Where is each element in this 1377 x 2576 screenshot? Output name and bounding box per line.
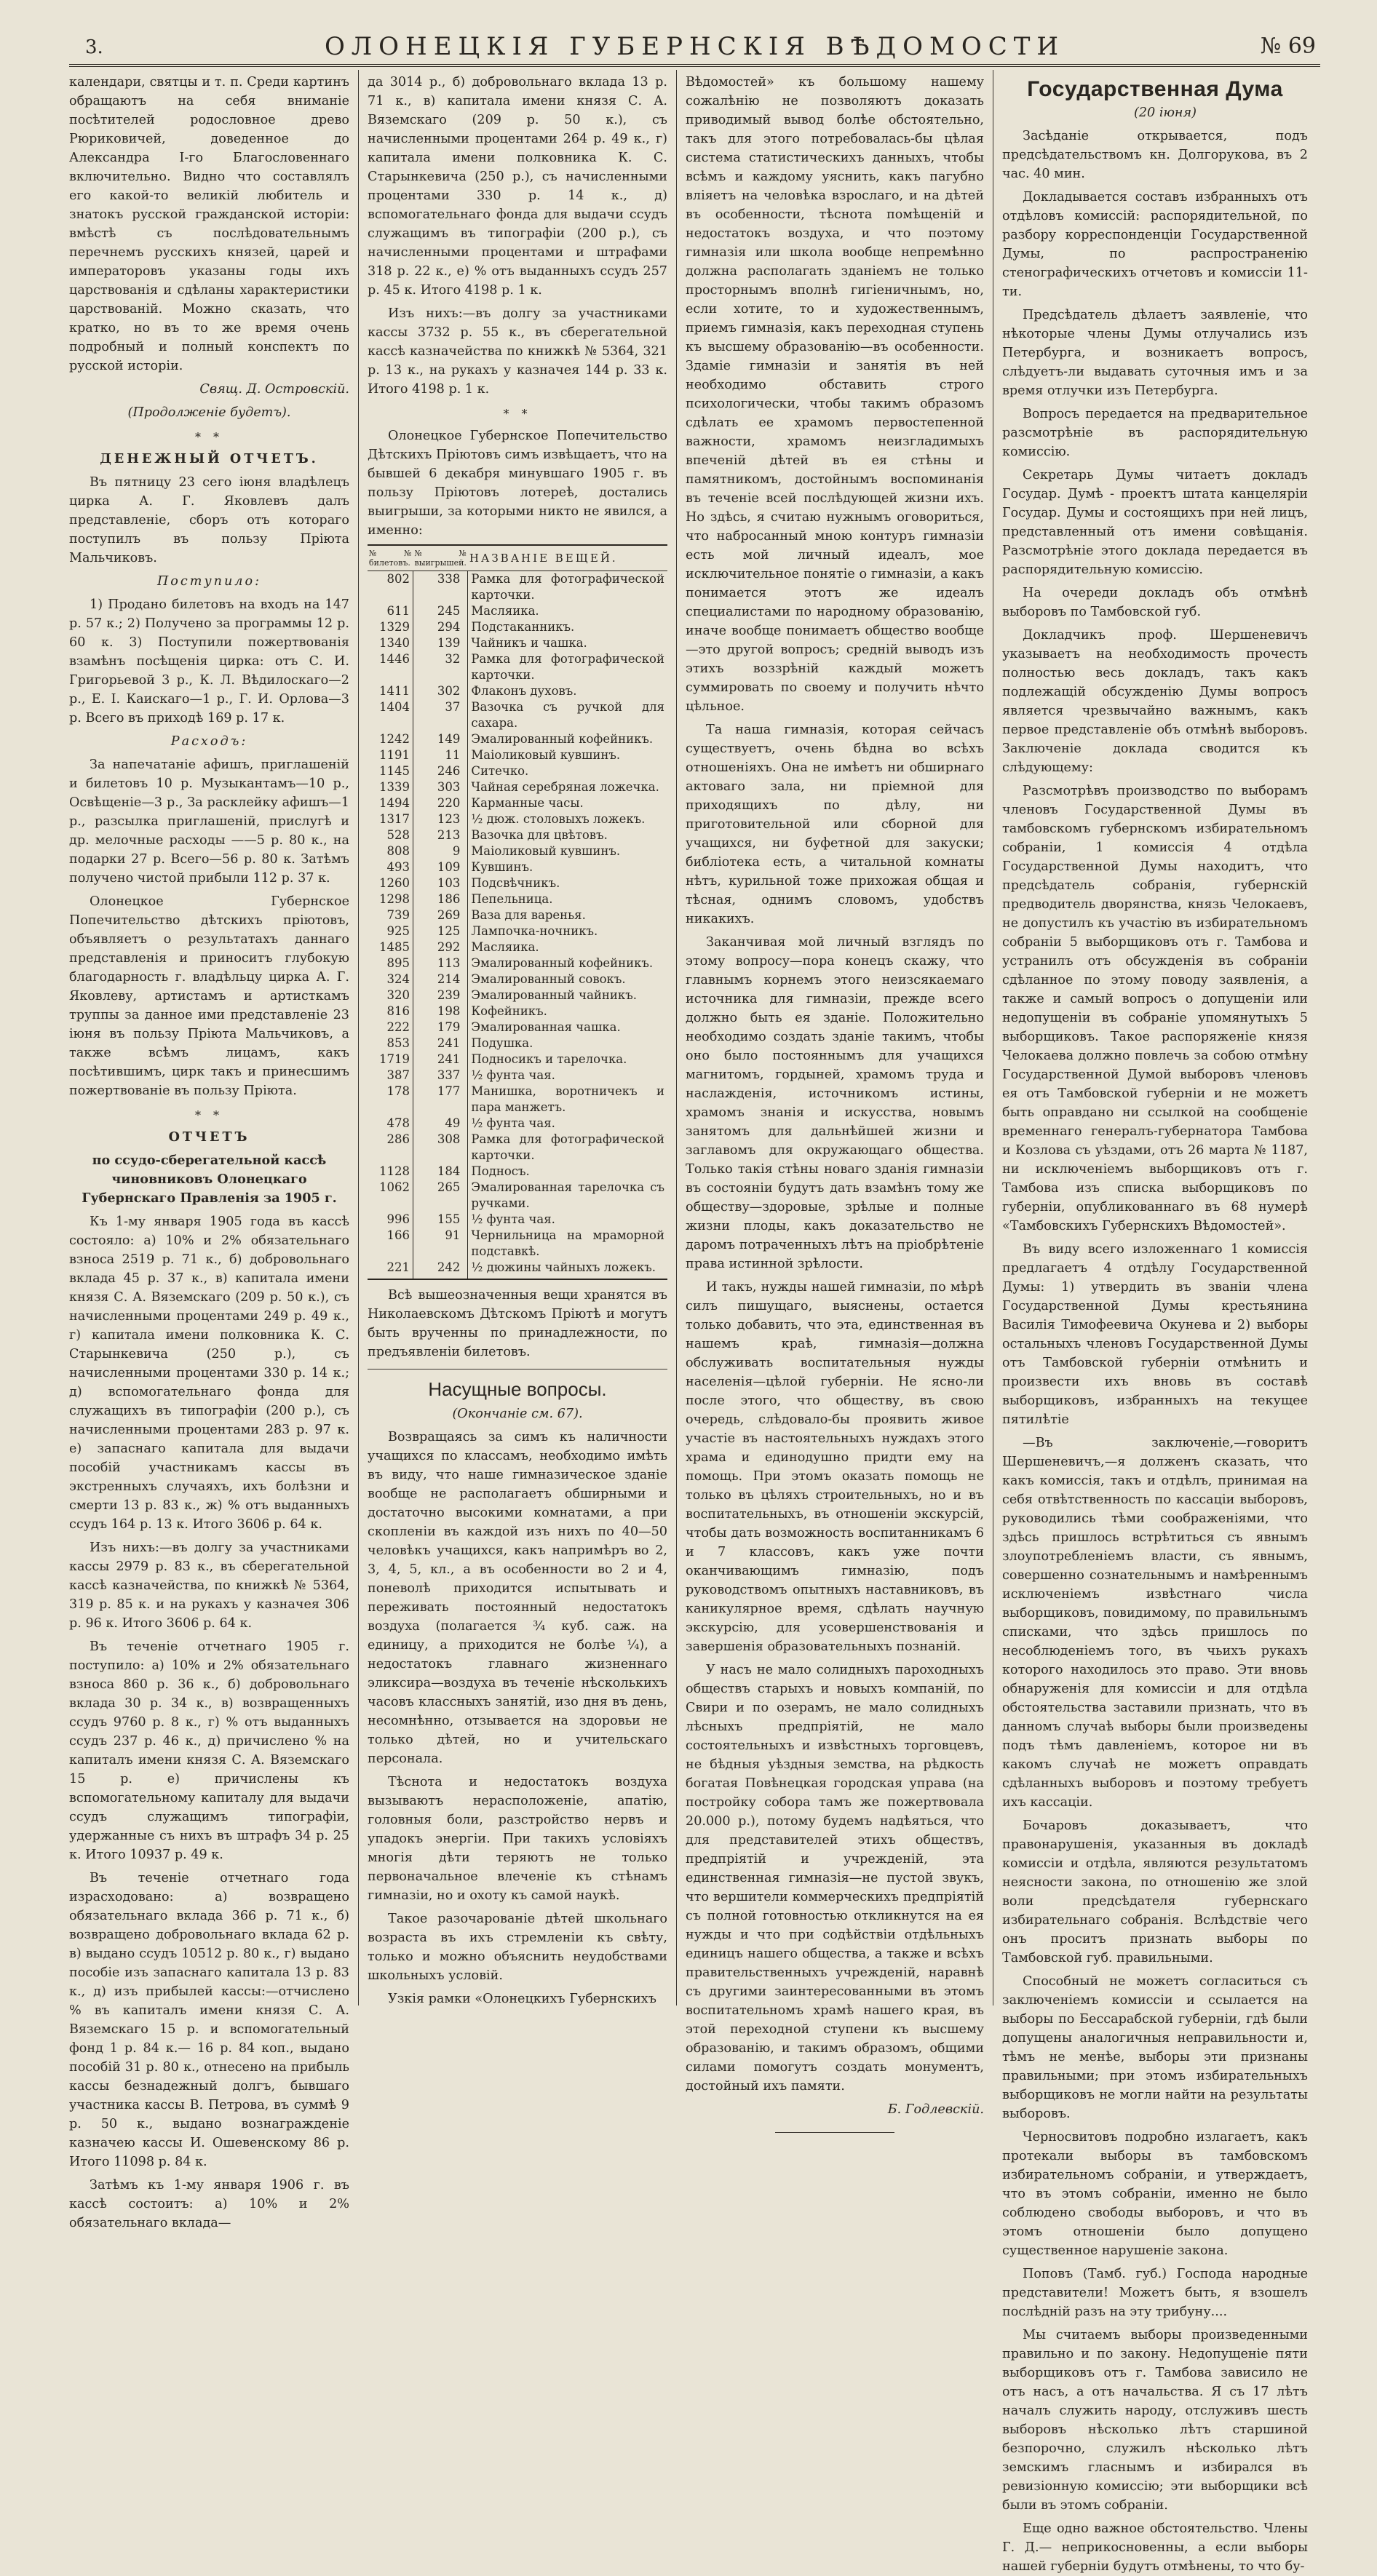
- prize-number: 177: [413, 1084, 468, 1116]
- body-paragraph: Въ пятницу 23 сего іюня владѣлецъ цирка А. Г. Яковлевъ далъ представленіе, сборъ отъ котораго поступилъ въ пользу Пріюта Мальчиковъ.: [69, 475, 349, 565]
- table-row: [368, 1212, 667, 1228]
- prize-number: 338: [413, 571, 468, 604]
- item-name: Масляика.: [471, 940, 539, 954]
- prize-number: 308: [413, 1132, 468, 1164]
- subheading-income: Поступило:: [156, 574, 262, 589]
- item-name: Кофейникъ.: [471, 1004, 547, 1018]
- body-paragraph: Изъ нихъ:—въ долгу за участниками кассы 2979 р. 83 к., въ сберегательной кассѣ казначейства, по книжкѣ № 5364, 319 р. 85 к. и на рукахъ у казначея 306 р. 96 к. Итого 3606 р. 64 к.: [69, 1541, 349, 1631]
- prize-number: 139: [413, 635, 468, 651]
- table-row: [368, 779, 667, 795]
- table-row: [368, 1019, 667, 1035]
- body-paragraph: календари, святцы и т. п. Среди картинъ обращаютъ на себя вниманіе посѣтителей родословное древо Рюриковичей, доведенное до Александра I-го Благословеннаго включительно. Видно что составлялъ его какой-то великій любитель и знатокъ русской гражданской исторіи: вмѣстѣ съ послѣдовательнымъ перечнемъ русскихъ князей, царей и императоровъ указаны годы ихъ царствованія и сдѣланы характеристики царствованій. Можно сказать, что кратко, но въ то же время очень подробный и полный конспектъ по русской исторіи.: [69, 75, 349, 373]
- prize-number: 337: [413, 1068, 468, 1084]
- table-row: [368, 1260, 667, 1279]
- prize-number: 103: [413, 875, 468, 891]
- column-1: [69, 73, 349, 2230]
- item-name: Эмалированный чайникъ.: [471, 988, 637, 1002]
- body-paragraph: Затѣмъ къ 1-му января 1906 г. въ кассѣ состоитъ: а) 10% и 2% обязательнаго вклада—: [69, 2178, 349, 2230]
- table-row: [368, 635, 667, 651]
- prize-number: 294: [413, 619, 468, 635]
- ticket-number: 1446: [368, 651, 413, 683]
- prize-number: 149: [413, 731, 468, 747]
- body-paragraph: Бочаровъ доказываетъ, что правонарушенія, указанныя въ докладѣ комиссіи и отдѣла, являются результатомъ неясности закона, по отношенію же злой воли предсѣдателя губернскаго избирательнаго собранія. Вслѣдствіе чего онъ проситъ признать выборы по Тамбовской губ. правильными.: [1002, 1818, 1308, 1965]
- prize-number: 186: [413, 891, 468, 907]
- table-row: [368, 875, 667, 891]
- ticket-number: 1242: [368, 731, 413, 747]
- ticket-number: 1145: [368, 763, 413, 779]
- body-paragraph: Еще одно важное обстоятельство. Члены Г. Д.— неприкосновенны, а если выборы нашей губерніи будутъ отмѣнены, то что бу-: [1002, 2521, 1308, 2574]
- body-paragraph: Мы считаемъ выборы произведенными правильно и по закону. Недопущеніе пяти выборщиковъ отъ г. Тамбова зависило не отъ насъ, а отъ начальства. Я съ 17 лѣтъ началъ служить народу, отслуживъ шесть выборовъ нѣсколько лѣтъ старшиной безпорочно, служилъ нѣсколько лѣтъ земскимъ гласнымъ и избирался въ ревизіонную комиссію; эти выборщики всѣ были въ этомъ собраніи.: [1002, 2328, 1308, 2513]
- ticket-number: 996: [368, 1212, 413, 1228]
- ticket-number: 1191: [368, 747, 413, 763]
- body-paragraph: Способный не можетъ согласиться съ заключеніемъ комиссіи и ссылается на выборы по Бессарабской губерніи, гдѣ были допущены аналогичныя неправильности и, тѣмъ не менѣе, выборы эти признаны правильными; при этомъ избирательныхъ выборщиковъ не могли найти на результаты выборовъ.: [1002, 1974, 1308, 2121]
- table-row: [368, 843, 667, 859]
- subheading-expense: Расходъ:: [170, 734, 248, 749]
- table-row: [368, 987, 667, 1003]
- prize-number: 239: [413, 987, 468, 1003]
- body-paragraph: И такъ, нужды нашей гимназіи, по мѣрѣ силъ пишущаго, выяснены, остается только добавить, что эта, единственная въ нашемъ краѣ, гимназія—должна обслуживать воспитательныя нужды населенія—цѣлой губерніи. Не ясно-ли после этого, что обществу, въ свою очередь, слѣдовало-бы проявить живое участіе въ настоятельныхъ нуждахъ этого храма и единодушно придти ему на помощь. При этомъ оказать помощь не только въ цѣляхъ строительныхъ, но и въ воспитательныхъ, въ отношеніи экскурсій, чтобы дать возможность воспитанникамъ 6 и 7 классовъ, какъ уже почти оканчивающимъ гимназію, подъ руководствомъ опытныхъ наставниковъ, въ каникулярное время, сдѣлать научную экскурсію, для усовершенствованія и завершенія образовательныхъ познаній.: [686, 1280, 984, 1654]
- article-note: (Окончаніе см. 67).: [452, 1407, 583, 1421]
- table-row: [368, 651, 667, 683]
- ticket-number: 528: [368, 827, 413, 843]
- column-2: [368, 73, 667, 2005]
- ticket-number: 1404: [368, 699, 413, 731]
- body-paragraph: За напечатаніе афишъ, приглашеній и билетовъ 10 р. Музыкантамъ—10 р., Освѣщеніе—3 р., За расклейку афишъ—1 р., разсылка приглашеній, прислугѣ и др. мелочные расходы ——5 р. 80 к., на подарки 27 р. Всего—56 р. 80 к. Затѣмъ получено чистой прибыли 112 р. 37 к.: [69, 758, 349, 886]
- ticket-number: 1719: [368, 1052, 413, 1068]
- prize-number: 32: [413, 651, 468, 683]
- table-row: [368, 939, 667, 955]
- ticket-number: 478: [368, 1116, 413, 1132]
- item-name: ½ фунта чая.: [471, 1068, 555, 1082]
- item-name: ½ дюж. столовыхъ ложекъ.: [471, 812, 646, 826]
- prize-number: 155: [413, 1212, 468, 1228]
- item-name: Рамка для фотографической карточки.: [471, 1132, 664, 1162]
- section-separator: * *: [194, 430, 224, 444]
- ticket-number: 895: [368, 955, 413, 971]
- ticket-number: 1329: [368, 619, 413, 635]
- body-paragraph: Черносвитовъ подробно излагаетъ, какъ протекали выборы въ тамбовскомъ избирательномъ собраніи, и утверждаетъ, что въ этомъ собраніи, именно не было соблюдено свободы выборовъ, и что въ этомъ отношеніи было допущено существенное нарушеніе закона.: [1002, 2130, 1308, 2258]
- ticket-number: 808: [368, 843, 413, 859]
- article-signature: Свящ. Д. Островскій.: [199, 382, 349, 397]
- prize-number: 245: [413, 603, 468, 619]
- item-name: Эмалированная чашка.: [471, 1020, 621, 1034]
- newspaper-title: ОЛОНЕЦКІЯ ГУБЕРНСКІЯ ВѢДОМОСТИ: [324, 32, 1066, 61]
- masthead: [69, 28, 1320, 67]
- item-name: Маіоликовый кувшинъ.: [471, 748, 621, 762]
- ticket-number: 166: [368, 1228, 413, 1260]
- prize-number: 246: [413, 763, 468, 779]
- body-paragraph: Засѣданіе открывается, подъ предсѣдательствомъ кн. Долгорукова, въ 2 час. 40 мин.: [1002, 129, 1308, 181]
- prize-number: 113: [413, 955, 468, 971]
- item-name: Чайная серебряная ложечка.: [471, 780, 659, 794]
- item-name: Манишка, воротничекъ и пара манжетъ.: [471, 1084, 664, 1114]
- prize-number: 123: [413, 811, 468, 827]
- table-header-item-name: НАЗВАНІЕ ВЕЩЕЙ.: [468, 545, 667, 571]
- body-paragraph: Та наша гимназія, которая сейчасъ существуетъ, очень бѣдна во всѣхъ отношеніяхъ. Она не имѣетъ ни обширнаго актоваго зала, ни пріемной для приходящихъ по дѣлу, ни приготовительной или сборной для учащихся, ни буфетной для закуски; библіотека есть, а читальной комнаты нѣтъ, курильной тоже прихожая общая и тѣсная, однимъ словомъ, удобствъ никакихъ.: [686, 723, 984, 926]
- table-row: [368, 811, 667, 827]
- body-paragraph: Возвращаясь за симъ къ наличности учащихся по классамъ, необходимо имѣть въ виду, что наше гимназическое зданіе вообще не располагаетъ обширными и достаточно высокими комнатами, а при скопленіи въ каждой изъ нихъ по 40—50 человѣкъ учащихся, какъ напримѣръ во 2, 3, 4, 5, кл., а въ особенности во 2 и 4, поневолѣ приходится испытывать и переживать постоянный недостатокъ воздуха (полагается ¾ куб. саж. на единицу, а приходится не болѣе ¼), а недостатокъ главнаго жизненнаго эликсира—воздуха въ теченіе нѣсколькихъ часовъ классныхъ занятій, изо дня въ день, несомнѣнно, отзывается на здоровьи не только дѣтей, но и учительскаго персонала.: [368, 1430, 667, 1766]
- body-paragraph: Предсѣдатель дѣлаетъ заявленіе, что нѣкоторые члены Думы отлучались изъ Петербурга, и возникаетъ вопросъ, слѣдуетъ-ли выдавать суточныя имъ и за время отлучки изъ Петербурга.: [1002, 308, 1308, 398]
- prize-number: 265: [413, 1180, 468, 1212]
- item-name: Чайникъ и чашка.: [471, 636, 587, 650]
- item-name: Подносъ.: [471, 1164, 530, 1178]
- body-paragraph: Вопросъ передается на предварительное разсмотрѣніе въ распорядительную комиссію.: [1002, 407, 1308, 459]
- article-title: Насущные вопросы.: [428, 1378, 607, 1400]
- table-row: [368, 699, 667, 731]
- table-row: [368, 763, 667, 779]
- prize-number: 109: [413, 859, 468, 875]
- table-row: [368, 1084, 667, 1116]
- body-paragraph: —Въ заключеніе,—говоритъ Шершеневичъ,—я долженъ сказать, что какъ комиссія, такъ и отдѣлъ, принимая на себя отвѣтственность по кассаціи выборовъ, руководились тѣми соображеніями, что здѣсь пришлось встрѣтиться съ явнымъ злоупотребленіемъ власти, съ явнымъ, совершенно сознательнымъ и намѣреннымъ исключеніемъ извѣстнаго числа выборщиковъ, повидимому, по правильнымъ списками, что здѣсь пришлось по несоблюденіемъ того, въ чьихъ рукахъ которого находилось это право. Эти вновь обнаруженія для комиссіи и для отдѣла обстоятельства заставили признать, что въ данномъ случаѣ выборы были произведены подъ тѣмъ давленіемъ, которое ни въ какомъ случаѣ не можетъ оправдать сдѣланныхъ выборовъ и поэтому требуетъ ихъ кассаціи.: [1002, 1436, 1308, 1810]
- item-name: Кувшинъ.: [471, 860, 533, 874]
- issue-number: № 69: [1260, 33, 1316, 59]
- ticket-number: 802: [368, 571, 413, 604]
- ticket-number: 221: [368, 1260, 413, 1279]
- item-name: Подстаканникъ.: [471, 620, 575, 634]
- item-name: Подсвѣчникъ.: [471, 876, 560, 890]
- column-3: [686, 73, 984, 2117]
- table-row: [368, 731, 667, 747]
- table-row: [368, 747, 667, 763]
- prize-number: 241: [413, 1052, 468, 1068]
- table-row: [368, 907, 667, 923]
- report-title: ДЕНЕЖНЫЙ ОТЧЕТЪ.: [100, 451, 319, 466]
- prize-number: 184: [413, 1164, 468, 1180]
- prize-number: 213: [413, 827, 468, 843]
- table-row: [368, 1035, 667, 1052]
- ticket-number: 178: [368, 1084, 413, 1116]
- item-name: Флаконъ духовъ.: [471, 684, 577, 698]
- body-paragraph: да 3014 р., б) добровольнаго вклада 13 р. 71 к., в) капитала имени князя С. А. Вяземскаго (209 р. 50 к.), съ начисленными процентами 264 р. 49 к., г) капитала имени полковника К. С. Старынкевича (250 р.), съ начисленными процентами 330 р. 14 к., д) вспомогательнаго фонда для выдачи ссудъ служащимъ въ типографіи (200 р.), съ начисленными процентами и штрафами 318 р. 22 к., е) % отъ выданныхъ ссудъ 257 р. 45 к. Итого 4198 р. 1 к.: [368, 75, 667, 298]
- body-paragraph: Заканчивая мой личный взглядъ по этому вопросу—пора конецъ скажу, что главнымъ корнемъ этого неизсякаемаго источника для гимназіи, прежде всего должно быть ея зданіе. Положительно необходимо создать зданіе такимъ, чтобы оно было постояннымъ для учащихся магнитомъ, гордыней, храмомъ труда и наслажденія, источникомъ истины, храмомъ знанія и искусства, новымъ занятомъ для дальнѣйшей жизни и заглавомъ для окружающаго общества. Только такія стѣны новаго зданія гимназіи въ состояніи будутъ дать взамѣнъ тому же обществу—здоровые, зрѣлые и полные жизни плоды, какъ доказательство не даромъ потраченныхъ лѣтъ на пріобрѣтеніе права истинной зрѣлости.: [686, 935, 984, 1271]
- ticket-number: 286: [368, 1132, 413, 1164]
- ticket-number: 222: [368, 1019, 413, 1035]
- body-paragraph: Секретарь Думы читаетъ докладъ Государ. Думѣ - проектъ штата канцеляріи Государ. Думы и состоящихъ при ней лицъ, представленный отъ имени совѣщанія. Разсмотрѣніе этого доклада передается въ распорядительную комиссію.: [1002, 468, 1308, 577]
- prize-number: 91: [413, 1228, 468, 1260]
- item-name: Подносикъ и тарелочка.: [471, 1052, 627, 1066]
- prize-number: 242: [413, 1260, 468, 1279]
- prize-number: 179: [413, 1019, 468, 1035]
- body-paragraph: Всѣ вышеозначенныя вещи хранятся въ Николаевскомъ Дѣтскомъ Пріютѣ и могутъ быть врученны по принадлежности, по предъявленіи билетовъ.: [368, 1288, 667, 1359]
- ticket-number: 320: [368, 987, 413, 1003]
- ticket-number: 816: [368, 1003, 413, 1019]
- prize-number: 37: [413, 699, 468, 731]
- ticket-number: 1128: [368, 1164, 413, 1180]
- item-name: Подушка.: [471, 1036, 533, 1050]
- page-number: 3.: [85, 36, 103, 58]
- ticket-number: 1411: [368, 683, 413, 699]
- item-name: Эмалированный совокъ.: [471, 972, 626, 986]
- prize-number: 214: [413, 971, 468, 987]
- article-signature: Б. Годлевскій.: [887, 2102, 984, 2117]
- table-row: [368, 827, 667, 843]
- section-title: Государственная Дума: [1027, 77, 1283, 101]
- item-name: Ситечко.: [471, 764, 529, 778]
- table-header-prizes: №№ выигрышей.: [413, 545, 468, 571]
- column-divider: [358, 70, 359, 2005]
- ticket-number: 1298: [368, 891, 413, 907]
- item-name: Эмалированная тарелочка съ ручками.: [471, 1180, 664, 1210]
- report-subtitle: по ссудо-сберегательной кассѣ чиновниковъ Олонецкаго Губернскаго Правленія за 1905 г.: [82, 1153, 337, 1206]
- section-separator: * *: [503, 407, 532, 421]
- body-paragraph: Вѣдомостей» къ большому нашему сожалѣнію не позволяютъ доказать приводимый вывод болѣе обстоятельно, такъ для этого потребовалась-бы цѣлая система статистическихъ данныхъ, чтобы всѣмъ и каждому уяснить, какъ пагубно вліяетъ на человѣка взрослаго, и на дѣтей въ особенности, тѣснота помѣщеній и недостатокъ воздуха, и что поэтому гимназія или школа вообще непремѣнно должна располагать зданіемъ не только просторнымъ вполнѣ гигіеничнымъ, но, если хотите, то и художественнымъ, приемъ гимназія, какъ переходная ступень къ высшему образованію—въ особенности. Здаміе гимназіи и занятія въ ней необходимо обставить строго психологически, чтобы такимъ образомъ сдѣлать ее храмомъ первостепенной важности, храмомъ неизгладимыхъ впеченій дѣтей въ ея стѣны и памятникомъ, достойнымъ воспоминанія въ теченіе всей послѣдующей жизни ихъ. Но здѣсь, я считаю нужнымъ оговориться, что набросанный мною контуръ гимназіи есть мой личный идеалъ, мое исключительное понятіе о гимназіи, а какъ понимается этотъ же идеалъ специалистами по народному образованію, иначе вообще понимаетъ общество вообще—это другой вопросъ; средній выводъ изъ этихъ воззрѣній каждый можетъ суммировать по своему и получить нѣчто цѣльное.: [686, 75, 984, 714]
- item-name: Карманные часы.: [471, 796, 584, 810]
- item-name: Пепельница.: [471, 892, 553, 906]
- table-row: [368, 619, 667, 635]
- ticket-number: 1485: [368, 939, 413, 955]
- body-paragraph: Изъ нихъ:—въ долгу за участниками кассы 3732 р. 55 к., въ сберегательной кассѣ казначейства по книжкѣ № 5364, 321 р. 13 к., на рукахъ у казначея 144 р. 33 к. Итого 4198 р. 1 к.: [368, 306, 667, 397]
- body-paragraph: Олонецкое Губернское Попечительство дѣтскихъ пріютовъ, объявляетъ о результатахъ даннаго представленія и приноситъ глубокую благодарность г. владѣльцу цирка А. Г. Яковлеву, артистамъ и артисткамъ труппы за данное ими представленіе 23 іюня въ пользу Пріюта Мальчиковъ, а также всѣмъ лицамъ, какъ посѣтившимъ, цирк такъ и принесшимъ пожертвованіе въ пользу Пріюта.: [69, 894, 349, 1098]
- table-row: [368, 955, 667, 971]
- item-name: ½ фунта чая.: [471, 1116, 555, 1130]
- prize-number: 220: [413, 795, 468, 811]
- item-name: ½ дюжины чайныхъ ложекъ.: [468, 1260, 667, 1279]
- prize-number: 125: [413, 923, 468, 939]
- table-row: [368, 1180, 667, 1212]
- body-paragraph: Такое разочарованіе дѣтей школьнаго возраста въ ихъ стремленіи къ свѣту, только и можно объяснить неудобствами школьныхъ условій.: [368, 1912, 667, 1983]
- table-row: [368, 923, 667, 939]
- continuation-note: (Продолженіе будетъ).: [127, 405, 291, 420]
- ticket-number: 925: [368, 923, 413, 939]
- item-name: Чернильница на мраморной подставкѣ.: [471, 1228, 664, 1258]
- table-row: [368, 859, 667, 875]
- item-name: Масляика.: [471, 604, 539, 618]
- table-row: [368, 891, 667, 907]
- table-row: [368, 1003, 667, 1019]
- body-paragraph: Тѣснота и недостатокъ воздуха вызываютъ нерасположеніе, апатію, головныя боли, разстройство нервъ и упадокъ энергіи. При такихъ условіяхъ многія дѣти теряютъ не только первоначальное влеченіе къ стѣнамъ гимназіи, но и охоту къ самой наукѣ.: [368, 1775, 667, 1903]
- body-paragraph: Докладывается составъ избранныхъ отъ отдѣловъ комиссій: распорядительной, по разбору корреспонденціи Государственной Думы, по распространенію стенографическихъ отчетовъ и комиссіи 11-ти.: [1002, 190, 1308, 299]
- ticket-number: 324: [368, 971, 413, 987]
- body-paragraph: Олонецкое Губернское Попечительство Дѣтскихъ Пріютовъ симъ извѣщаетъ, что на бывшей 6 декабря минувшаго 1905 г. въ пользу Пріютовъ лотереѣ, достались выигрыши, за которыми никто не явился, а именно:: [368, 429, 667, 538]
- ticket-number: 611: [368, 603, 413, 619]
- item-name: Вазочка съ ручкой для сахара.: [471, 700, 664, 730]
- table-row: [368, 1068, 667, 1084]
- body-paragraph: Къ 1-му января 1905 года въ кассѣ состояло: а) 10% и 2% обязательнаго взноса 2519 р. 71 к., б) добровольнаго вклада 45 р. 37 к., в) капитала имени князя С. А. Вяземскаго (209 р. 50 к.), съ начисленными процентами 249 р. 49 к., г) капитала имени полковника К. С. Старынкевича (250 р.), съ начисленными процентами 330 р. 14 к.; д) вспомогательнаго фонда для служащихъ въ типографіи (200 р.), съ начисленными процентами 283 р. 97 к. е) запаснаго капитала для выдачи пособій участникамъ кассы въ экстренныхъ случаяхъ, ихъ болѣзни и смерти 13 р. 83 к., ж) % отъ выданныхъ ссудъ 164 р. 13 к. Итого 3606 р. 64 к.: [69, 1215, 349, 1532]
- table-row: [368, 1132, 667, 1164]
- item-name: Ваза для варенья.: [471, 908, 586, 922]
- item-name: Рамка для фотографической карточки.: [471, 572, 664, 602]
- section-rule: [368, 1369, 667, 1370]
- ticket-number: 1494: [368, 795, 413, 811]
- item-name: Эмалированный кофейникъ.: [471, 732, 654, 746]
- table-row: [368, 795, 667, 811]
- prize-number: 241: [413, 1035, 468, 1052]
- ticket-number: 1317: [368, 811, 413, 827]
- table-row: [368, 971, 667, 987]
- prize-number: 49: [413, 1116, 468, 1132]
- item-name: Лампочка-ночникъ.: [471, 924, 598, 938]
- item-name: Вазочка для цвѣтовъ.: [471, 828, 608, 842]
- prize-number: 269: [413, 907, 468, 923]
- body-paragraph: На очереди докладъ объ отмѣнѣ выборовъ по Тамбовской губ.: [1002, 586, 1308, 619]
- item-name: ½ фунта чая.: [471, 1212, 555, 1226]
- lottery-table: [368, 544, 667, 1280]
- column-4: [1002, 73, 1308, 2574]
- body-paragraph: Въ теченіе отчетнаго года израсходовано: а) возвращено обязательнаго вклада 366 р. 71 к., б) возвращено добровольнаго вклада 62 р. в) выдано ссудъ 10512 р. 80 к., г) выдано пособіе изъ запаснаго капитала 13 р. 83 к., д) изъ прибылей кассы:—отчислено % въ капиталъ имени князя С. А. Вяземскаго 15 р. и вспомогательный фонд 1 р. 84 к.— 16 р. 84 коп., выдано пособій 31 р. 80 к., отнесено на прибыль кассы безнадежный долгъ, бывшаго участника кассы В. Петрова, въ суммѣ 9 р. 50 к., выдано вознагражденіе казначею кассы И. Ошевенскому 86 р. Итого 11098 р. 84 к.: [69, 1871, 349, 2169]
- item-name: Эмалированный кофейникъ.: [471, 956, 654, 970]
- prize-number: 9: [413, 843, 468, 859]
- ticket-number: 1260: [368, 875, 413, 891]
- prize-number: 303: [413, 779, 468, 795]
- section-rule: [775, 2132, 894, 2133]
- prize-number: 302: [413, 683, 468, 699]
- ticket-number: 1062: [368, 1180, 413, 1212]
- table-header-tickets: №№ билетовъ.: [368, 545, 413, 571]
- body-paragraph: 1) Продано билетовъ на входъ на 147 р. 57 к.; 2) Получено за программы 12 р. 60 к. 3) Поступили пожертвованія взамѣнъ посѣщенія цирка: отъ С. И. Григорьевой 3 р., К. Л. Вѣдилоскаго—2 р., Е. І. Каискаго—1 р., Г. И. Орлова—3 р. Всего въ приходѣ 169 р. 17 к.: [69, 597, 349, 726]
- body-paragraph: Въ теченіе отчетнаго 1905 г. поступило: а) 10% и 2% обязательнаго взноса 860 р. 36 к., б) добровольнаго вклада 30 р. 34 к., в) возвращенныхъ ссудъ 9760 р. 8 к., г) % отъ выданныхъ ссудъ 237 р. 46 к., д) причислено % на капиталъ имени князя С. А. Вяземскаго 15 р. е) причислены къ вспомогательному капиталу для выдачи ссудъ служащимъ типографіи, удержанные съ нихъ въ штрафъ 34 р. 25 к. Итого 10937 р. 49 к.: [69, 1639, 349, 1862]
- table-row: [368, 1164, 667, 1180]
- body-paragraph: Узкія рамки «Олонецкихъ Губернскихъ: [388, 1992, 656, 2006]
- body-paragraph: Въ виду всего изложеннаго 1 комиссія предлагаетъ 4 отдѣлу Государственной Думы: 1) утвердить въ званіи члена Государственной Думы крестьянина Василія Тимофеевича Окунева и 2) выборы остальныхъ членовъ Государственной Думы отъ Тамбовской губерніи отмѣнить и произвести ихъ вновь въ составѣ выборщиковъ, избранныхъ на текущее пятилѣтіе: [1002, 1242, 1308, 1427]
- ticket-number: 739: [368, 907, 413, 923]
- ticket-number: 1339: [368, 779, 413, 795]
- table-row: [368, 1228, 667, 1260]
- table-row: [368, 1116, 667, 1132]
- body-paragraph: Поповъ (Тамб. губ.) Господа народные представители! Можетъ быть, я взошелъ послѣдній разъ на эту трибуну....: [1002, 2267, 1308, 2319]
- column-divider: [676, 70, 677, 2005]
- ticket-number: 1340: [368, 635, 413, 651]
- session-date: (20 іюня): [1133, 106, 1197, 120]
- body-paragraph: Докладчикъ проф. Шершеневичъ указываетъ на необходимость прочесть полностью весь докладъ, такъ какъ подлежащій обсужденію Думы вопросъ является чрезвычайно важнымъ, какъ первое представленіе объ отмѣнѣ выборовъ. Заключеніе доклада сводится къ слѣдующему:: [1002, 628, 1308, 775]
- section-separator: * *: [194, 1108, 224, 1122]
- ticket-number: 493: [368, 859, 413, 875]
- ticket-number: 387: [368, 1068, 413, 1084]
- body-paragraph: Разсмотрѣвъ производство по выборамъ членовъ Государственной Думы въ тамбовскомъ губернскомъ избирательномъ собраніи, 1 комиссія 4 отдѣла Государственной Думы находитъ, что предсѣдатель собранія, губернскій предводитель дворянства, князь Челокаевъ, не допустилъ къ участію въ избирательномъ собраніи 5 выборщиковъ отъ г. Тамбова и устранилъ отъ обсужденія въ собраніи сдѣланное по этому поводу заявленія, а также и самый вопросъ о допущеніи или недопущеніи въ собраніе упомянутыхъ 5 выборщиковъ. Такое распоряженіе князя Челокаева должно повлечь за собою отмѣну Государственной Думой выборовъ членовъ ея отъ Тамбовской губерніи и не можетъ быть оправдано ни ссылкой на сообщеніе временнаго генералъ-губернатора Тамбова и Козлова съ уѣздами, отъ 26 марта № 1187, ни исключеніемъ выборщиковъ отъ г. Тамбова изъ списка выборщиковъ по губерніи, опубликованнаго въ 68 нумерѣ «Тамбовскихъ Губернскихъ Вѣдомостей».: [1002, 784, 1308, 1233]
- table-row: [368, 603, 667, 619]
- report-title: ОТЧЕТЪ: [168, 1129, 250, 1145]
- table-row: [368, 1052, 667, 1068]
- prize-number: 198: [413, 1003, 468, 1019]
- body-paragraph: У насъ не мало солидныхъ пароходныхъ обществъ старыхъ и новыхъ компаній, по Свири и по озерамъ, не мало солидныхъ лѣсныхъ предпріятій, не мало состоятельныхъ и извѣстныхъ торговцевъ, не бѣдныя уѣздныя земства, на рѣдкость богатая Повѣнецкая городская управа (на постройку собора тамъ же пожертвовала 20.000 р.), потому будемъ надѣяться, что для представителей этихъ обществъ, предпріятій и учрежденій, эта единственная гимназія—не пустой звукъ, что вершители коммерческихъ предпріятій съ полной готовностью откликнутся на ея нужды и что при содѣйствіи отдѣльныхъ единицъ нашего общества, а также и всѣхъ правительственныхъ учрежденій, наравнѣ съ другими заинтересованными въ этомъ воспитательномъ храмѣ нашего края, въ этой переходной ступени къ высшему образованію, и такимъ образомъ, общими силами помогутъ создать монументъ, достойный ихъ памяти.: [686, 1663, 984, 2094]
- item-name: Рамка для фотографической карточки.: [471, 652, 664, 682]
- table-row: [368, 571, 667, 604]
- prize-number: 292: [413, 939, 468, 955]
- table-row: [368, 683, 667, 699]
- prize-number: 11: [413, 747, 468, 763]
- ticket-number: 853: [368, 1035, 413, 1052]
- item-name: Маіоликовый кувшинъ.: [471, 844, 621, 858]
